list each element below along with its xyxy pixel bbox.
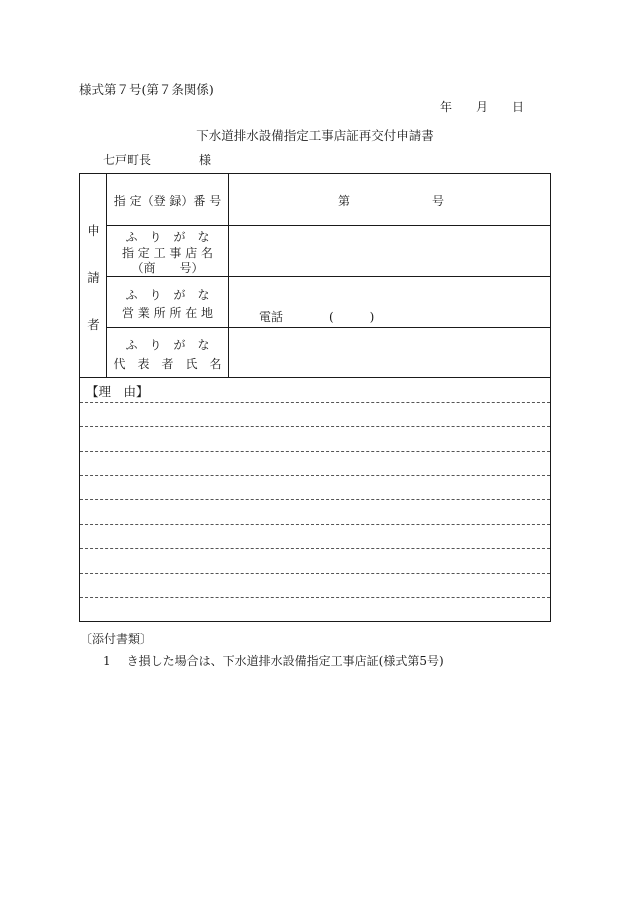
- label-office-address: [107, 276, 229, 327]
- office-address-field[interactable]: [229, 276, 550, 327]
- reason-line[interactable]: [80, 426, 550, 427]
- label-contractor-name: [107, 225, 229, 276]
- date-line: [440, 98, 524, 115]
- label-text: 指 定 工 事 店 名: [121, 246, 214, 260]
- reason-line[interactable]: [80, 548, 550, 549]
- label-registration-number: [107, 174, 229, 225]
- reason-line[interactable]: [80, 499, 550, 500]
- addressee: [103, 151, 211, 168]
- representative-name-field[interactable]: [229, 327, 550, 377]
- date-day: 日: [512, 100, 525, 114]
- registration-suffix: 号: [432, 194, 445, 208]
- reason-line[interactable]: [80, 402, 550, 403]
- applicant-char: 者: [87, 317, 100, 332]
- attachments-label: 〔添付書類〕: [80, 632, 153, 646]
- contractor-name-field[interactable]: [229, 225, 550, 276]
- label-text: ふ り が な: [125, 288, 210, 302]
- reason-label: 【理 由】: [86, 384, 149, 399]
- reason-line[interactable]: [80, 573, 550, 574]
- label-text: ふ り が な: [125, 338, 210, 352]
- attachment-text: き損した場合は、下水道排水設備指定工事店証(様式第5号): [126, 654, 444, 668]
- reason-line[interactable]: [80, 524, 550, 525]
- applicant-char: 請: [87, 270, 100, 285]
- applicant-column: [80, 174, 107, 377]
- phone-parens: ( ): [329, 310, 375, 324]
- phone-label: 電話: [259, 310, 284, 324]
- reason-line[interactable]: [80, 451, 550, 452]
- attachment-item: [103, 652, 444, 669]
- label-text: 営 業 所 所 在 地: [121, 306, 214, 320]
- label-representative-name: [107, 327, 229, 377]
- reason-line[interactable]: [80, 597, 550, 598]
- document-title: 下水道排水設備指定工事店証再交付申請書: [196, 128, 434, 143]
- registration-number-field[interactable]: [229, 174, 550, 225]
- form-number: 様式第７号(第７条関係): [79, 82, 214, 97]
- addressee-name: 七戸町長: [103, 153, 152, 167]
- label-text: 指 定（登 録）番 号: [113, 194, 222, 208]
- label-text: （商 号）: [131, 261, 204, 275]
- date-year: 年: [440, 100, 453, 114]
- date-month: 月: [476, 100, 489, 114]
- label-text: 代 表 者 氏 名: [113, 357, 222, 371]
- label-text: ふ り が な: [125, 230, 210, 244]
- attachment-number: 1: [103, 654, 111, 668]
- application-form-table: [79, 173, 551, 622]
- registration-prefix: 第: [338, 194, 351, 208]
- reason-line[interactable]: [80, 475, 550, 476]
- addressee-honorific: 様: [199, 153, 212, 167]
- applicant-char: 申: [87, 223, 100, 238]
